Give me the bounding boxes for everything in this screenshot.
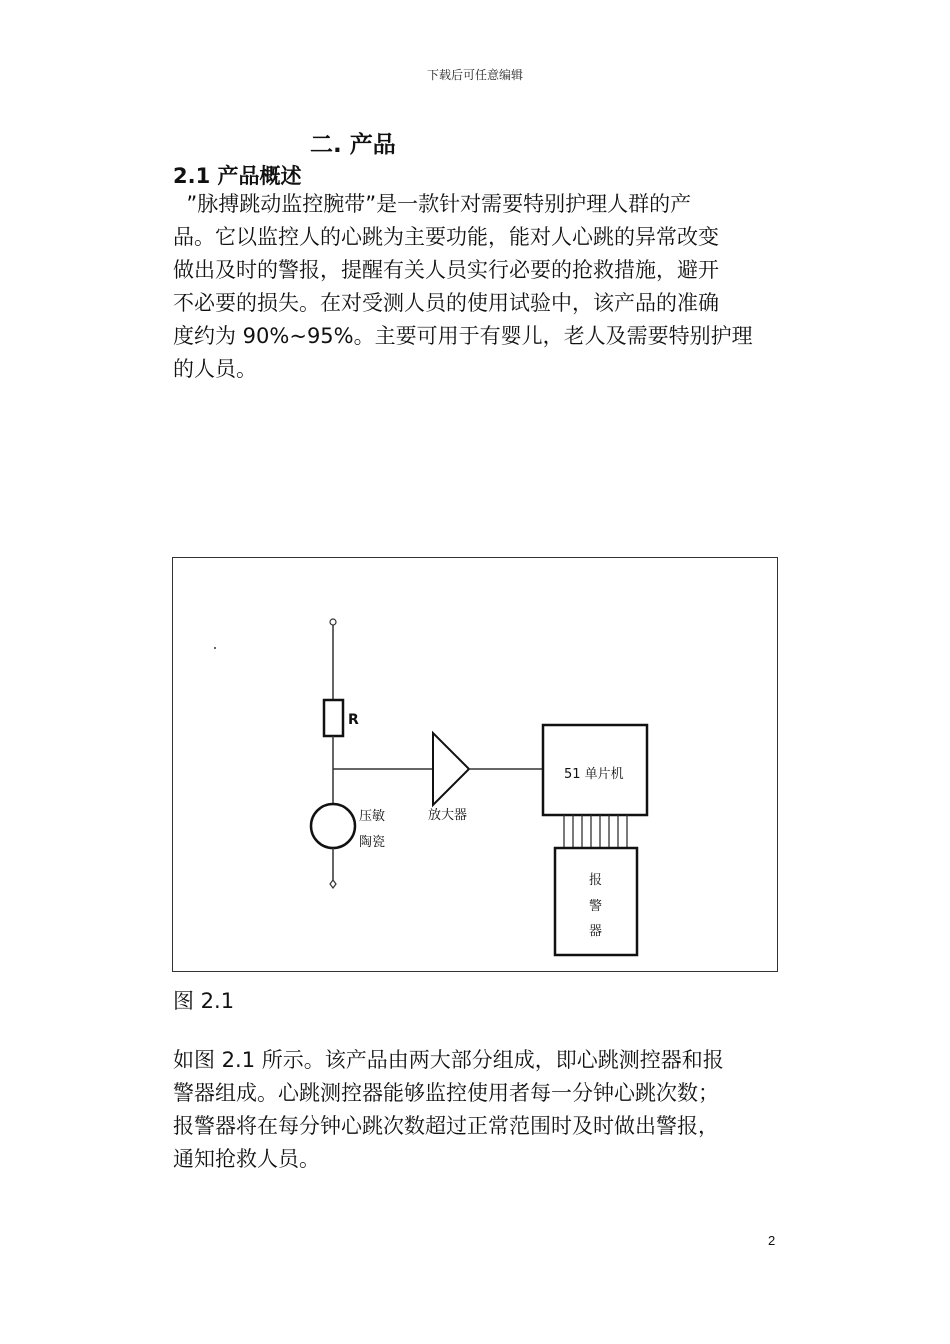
top-terminal [330,619,336,625]
alarm-label-2: 警 [589,899,603,914]
alarm-label-1: 报 [589,873,603,888]
sensor-label-2: 陶瓷 [359,835,386,850]
resistor [324,700,343,736]
paragraph-line: 警器组成。心跳测控器能够监控使用者每一分钟心跳次数； [173,1081,719,1105]
subsection-title: 2.1 产品概述 [173,164,302,188]
piezo-sensor [311,804,355,848]
description-paragraph [173,1044,783,1176]
circuit-diagram [173,558,777,971]
paragraph-line: 做出及时的警报，提醒有关人员实行必要的抢救措施，避开 [173,258,719,282]
section-title: 二. 产品 [310,132,396,158]
amplifier-triangle [433,733,469,805]
alarm-label-3: 器 [589,924,603,939]
paragraph-line: 不必要的损失。在对受测人员的使用试验中，该产品的准确 [173,291,719,315]
paragraph-line: 的人员。 [173,357,257,381]
stray-dot [214,647,216,649]
paragraph-line: 如图 2.1 所示。该产品由两大部分组成，即心跳测控器和报 [173,1048,724,1072]
paragraph-line: 度约为 90%~95%。主要可用于有婴儿，老人及需要特别护理 [173,324,753,348]
paragraph-line: 报警器将在每分钟心跳次数超过正常范围时及时做出警报， [173,1114,719,1138]
figure-caption: 图 2.1 [173,989,235,1013]
paragraph-line: 品。它以监控人的心跳为主要功能，能对人心跳的异常改变 [173,225,719,249]
bottom-terminal [330,880,336,888]
paragraph-line: ”脉搏跳动监控腕带”是一款针对需要特别护理人群的产 [173,192,692,216]
amplifier-label: 放大器 [428,808,468,823]
resistor-label: R [348,712,359,728]
overview-paragraph [173,188,783,386]
paragraph-line: 通知抢救人员。 [173,1147,320,1171]
mcu-label: 51 单片机 [564,767,624,782]
circuit-diagram-figure [172,557,778,972]
page-header: 下载后可任意编辑 [426,68,523,82]
sensor-label-1: 压敏 [359,809,386,824]
page-number: 2 [768,1233,776,1248]
